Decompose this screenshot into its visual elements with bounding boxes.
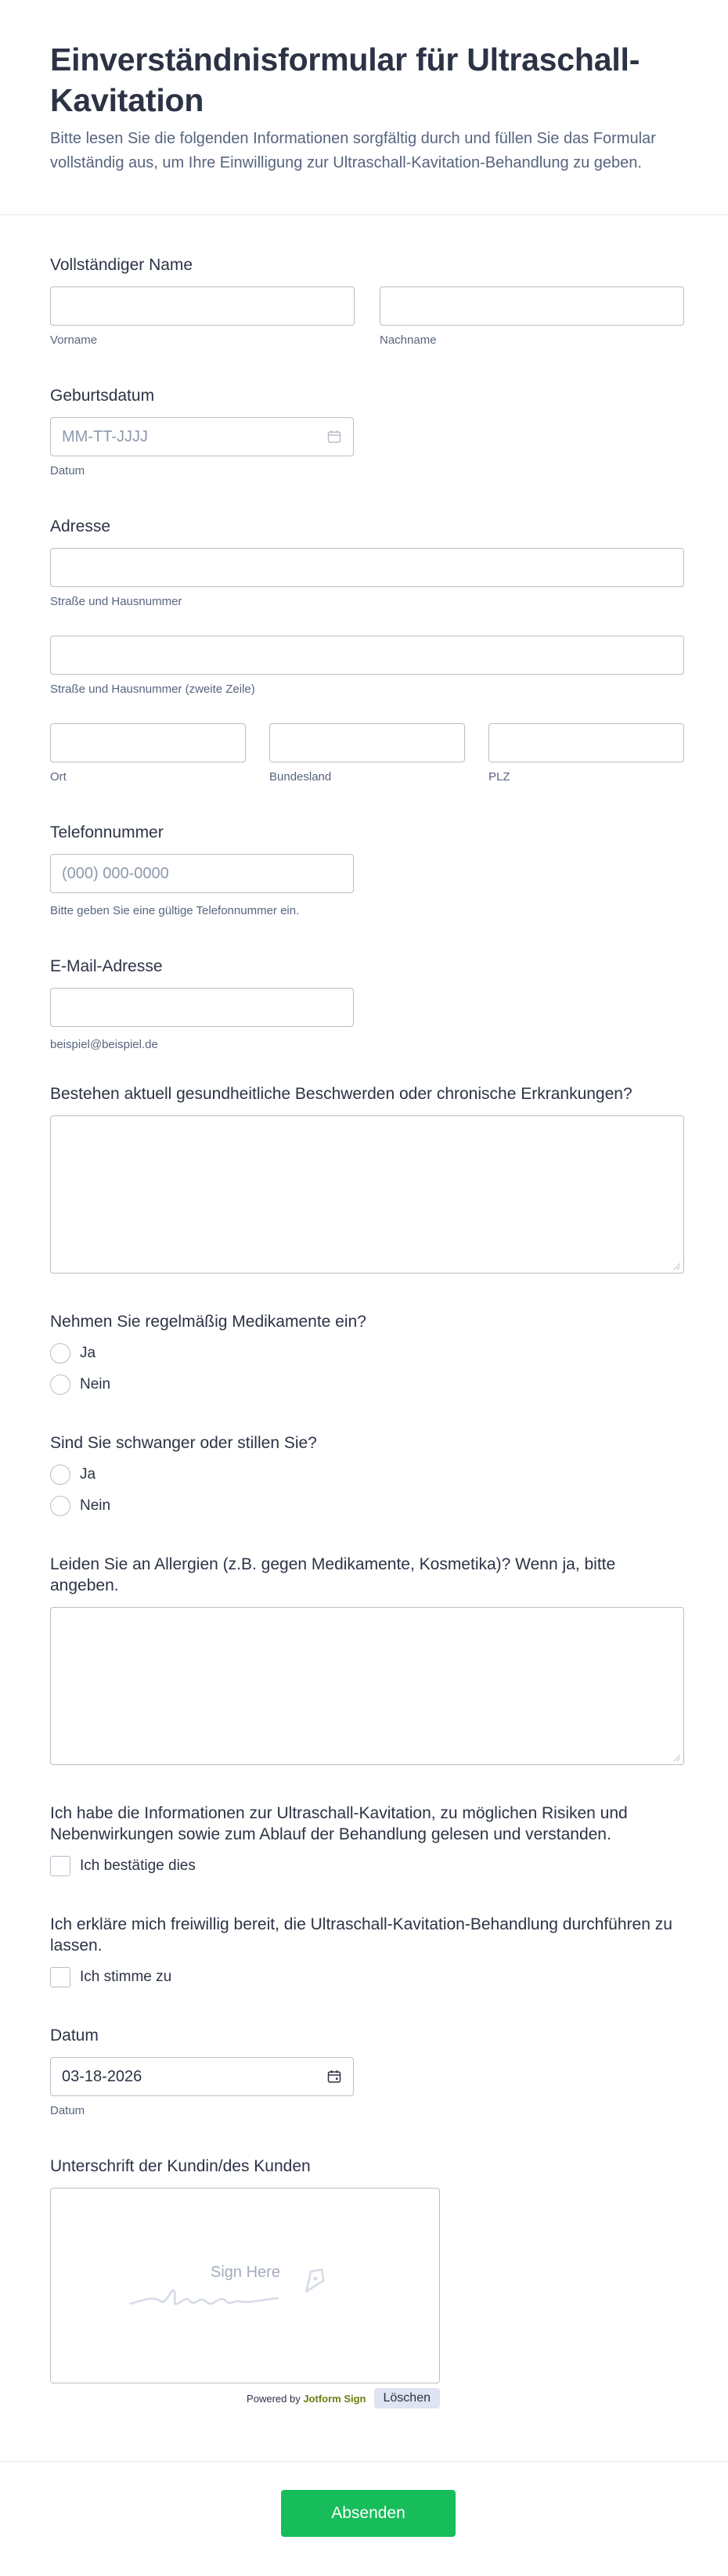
- date-label: Datum: [50, 2027, 99, 2045]
- phone-label: Telefonnummer: [50, 823, 164, 841]
- form-title: Einverständnisformular für Ultraschall-Kavitation: [50, 41, 640, 118]
- powered-by: Powered by Jotform Sign: [247, 2392, 366, 2405]
- full-name-label: Vollständiger Name: [50, 256, 193, 274]
- radio-button[interactable]: [50, 1465, 70, 1485]
- informed-option[interactable]: [50, 1856, 684, 1876]
- option-label: Nein: [80, 1497, 111, 1514]
- allergies-field: [50, 1554, 684, 1765]
- option-label: Ich stimme zu: [80, 1969, 172, 1985]
- option-label: Ja: [80, 1345, 96, 1361]
- pregnant-option-no[interactable]: [50, 1496, 684, 1516]
- zip-sublabel: PLZ: [488, 770, 510, 784]
- phone-field: [50, 822, 684, 918]
- form-footer: [0, 2461, 728, 2576]
- phone-placeholder: (000) 000-0000: [62, 864, 169, 882]
- medication-field: [50, 1311, 684, 1395]
- health-label: Bestehen aktuell gesundheitliche Beschwerden oder chronische Erkrankungen?: [50, 1085, 632, 1103]
- date-sublabel: Datum: [50, 2104, 85, 2117]
- birthdate-placeholder: MM-TT-JJJJ: [62, 427, 148, 445]
- form-description: Bitte lesen Sie die folgenden Informationen sorgfältig durch und füllen Sie das Formular vollständig aus, um Ihre Einwilligung zur Ultraschall-Kavitation-Behandlung zu geben.: [50, 130, 656, 171]
- health-field: [50, 1083, 684, 1274]
- option-label: Ich bestätige dies: [80, 1857, 196, 1874]
- resize-grip-icon[interactable]: [672, 1753, 681, 1762]
- phone-input[interactable]: [50, 854, 354, 893]
- signature-field: [50, 2156, 684, 2408]
- form-header: [0, 0, 728, 215]
- voluntary-option[interactable]: [50, 1967, 684, 1987]
- option-label: Ja: [80, 1466, 96, 1483]
- date-field: [50, 2025, 684, 2118]
- email-label: E-Mail-Adresse: [50, 957, 163, 975]
- clear-signature-button[interactable]: Löschen: [374, 2388, 441, 2408]
- state-input[interactable]: [269, 723, 465, 762]
- last-name-sublabel: Nachname: [380, 333, 437, 347]
- phone-sublabel: Bitte geben Sie eine gültige Telefonnummer ein.: [50, 904, 300, 917]
- signature-hint: Sign Here: [211, 2264, 280, 2281]
- signature-label: Unterschrift der Kundin/des Kunden: [50, 2157, 311, 2175]
- pregnant-label: Sind Sie schwanger oder stillen Sie?: [50, 1434, 317, 1452]
- informed-field: [50, 1803, 684, 1876]
- checkbox[interactable]: [50, 1967, 70, 1987]
- street-input[interactable]: [50, 548, 684, 587]
- signature-footer: [50, 2388, 440, 2408]
- first-name-input[interactable]: [50, 286, 355, 326]
- voluntary-field: [50, 1914, 684, 1987]
- allergies-textarea[interactable]: [50, 1607, 684, 1765]
- allergies-label: Leiden Sie an Allergien (z.B. gegen Medikamente, Kosmetika)? Wenn ja, bitte angeben.: [50, 1555, 616, 1594]
- date-input[interactable]: [50, 2057, 354, 2096]
- address-label: Adresse: [50, 517, 111, 535]
- street2-sublabel: Straße und Hausnummer (zweite Zeile): [50, 683, 255, 696]
- birthdate-field: [50, 385, 684, 478]
- zip-input[interactable]: [488, 723, 684, 762]
- medication-label: Nehmen Sie regelmäßig Medikamente ein?: [50, 1313, 366, 1331]
- state-sublabel: Bundesland: [269, 770, 332, 784]
- birthdate-input[interactable]: [50, 417, 354, 456]
- jotform-sign-brand: Jotform Sign: [303, 2392, 366, 2405]
- first-name-sublabel: Vorname: [50, 333, 98, 347]
- radio-button[interactable]: [50, 1374, 70, 1395]
- email-input[interactable]: [50, 988, 354, 1027]
- city-sublabel: Ort: [50, 770, 67, 784]
- calendar-icon[interactable]: [326, 2069, 342, 2084]
- medication-option-yes[interactable]: [50, 1343, 684, 1364]
- full-name-field: [50, 254, 684, 348]
- email-field: [50, 956, 684, 1052]
- birthdate-label: Geburtsdatum: [50, 387, 155, 405]
- date-value: 03-18-2026: [62, 2067, 142, 2085]
- last-name-input[interactable]: [380, 286, 684, 326]
- informed-label: Ich habe die Informationen zur Ultraschall-Kavitation, zu möglichen Risiken und Nebenwirkungen sowie zum Ablauf der Behandlung gelesen und verstanden.: [50, 1804, 628, 1843]
- city-input[interactable]: [50, 723, 246, 762]
- medication-option-no[interactable]: [50, 1374, 684, 1395]
- radio-button[interactable]: [50, 1343, 70, 1364]
- option-label: Nein: [80, 1376, 111, 1392]
- pregnant-option-yes[interactable]: [50, 1465, 684, 1485]
- signature-pad[interactable]: [50, 2188, 440, 2383]
- street2-input[interactable]: [50, 636, 684, 675]
- email-sublabel: beispiel@beispiel.de: [50, 1038, 158, 1051]
- voluntary-label: Ich erkläre mich freiwillig bereit, die Ultraschall-Kavitation-Behandlung durchführen zu lassen.: [50, 1915, 672, 1955]
- calendar-icon[interactable]: [326, 429, 342, 445]
- submit-button[interactable]: Absenden: [281, 2490, 456, 2537]
- resize-grip-icon[interactable]: [672, 1261, 681, 1270]
- street-sublabel: Straße und Hausnummer: [50, 595, 182, 608]
- radio-button[interactable]: [50, 1496, 70, 1516]
- pregnant-field: [50, 1432, 684, 1516]
- checkbox[interactable]: [50, 1856, 70, 1876]
- birthdate-sublabel: Datum: [50, 464, 85, 477]
- health-textarea[interactable]: [50, 1115, 684, 1274]
- address-field: [50, 516, 684, 784]
- form-body: [0, 254, 728, 2408]
